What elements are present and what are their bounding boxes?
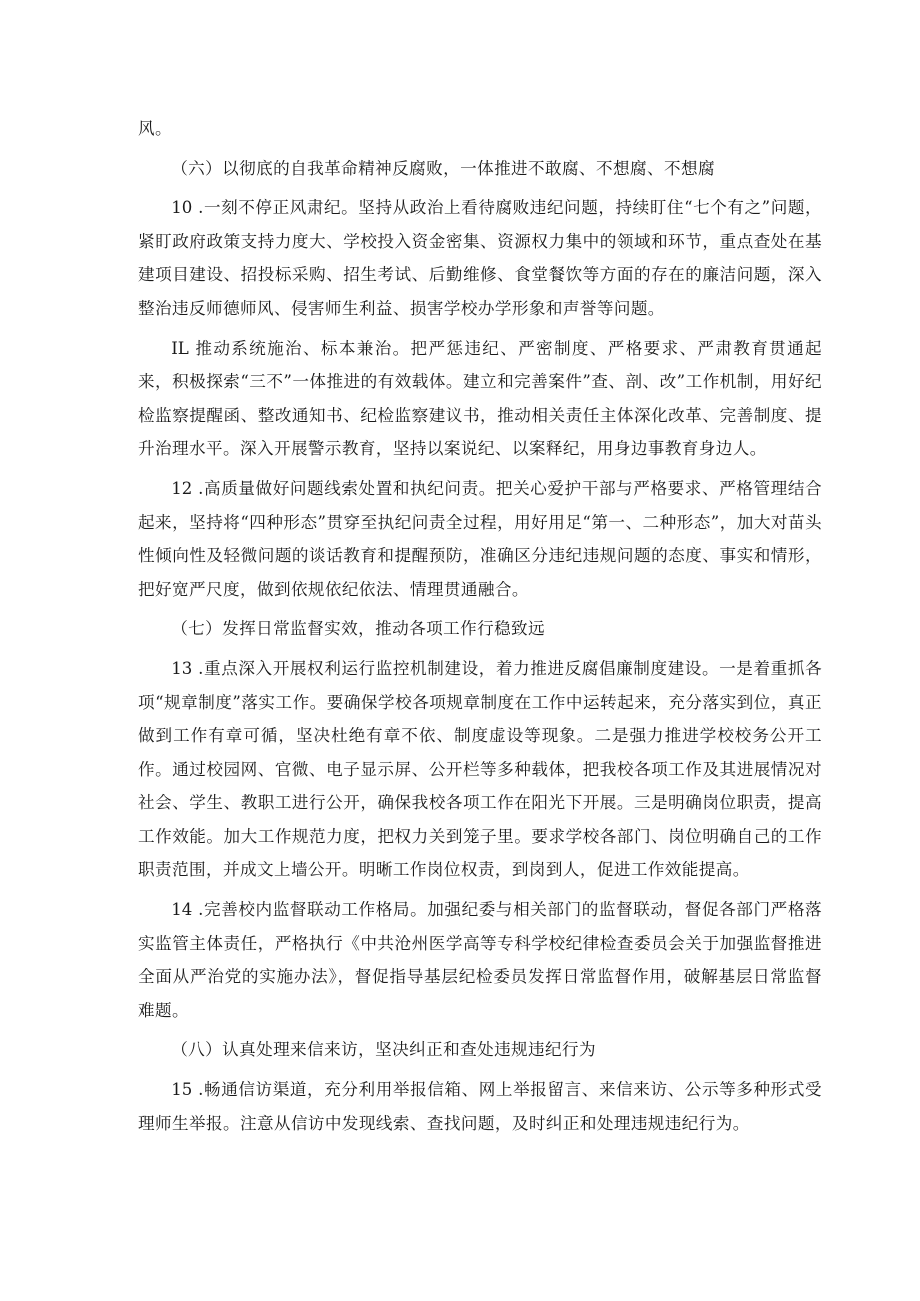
item-paragraph-15: 15 .畅通信访渠道，充分利用举报信箱、网上举报留言、来信来访、公示等多种形式受理师生举报。注意从信访中发现线索、查找问题，及时纠正和处理违规违纪行为。 [138,1080,822,1133]
item-paragraph-10: 10 .一刻不停正风肃纪。坚持从政治上看待腐败违纪问题，持续盯住“七个有之”问题，紧盯政府政策支持力度大、学校投入资金密集、资源权力集中的领域和环节，重点查处在基建项目建设、招投标采购、招生考试、后勤维修、食堂餐饮等方面的存在的廉洁问题，深入整治违反师德师风、侵害师生利益、损害学校办学形象和声誉等问题。 [138,198,823,318]
item-paragraph-14: 14 .完善校内监督联动工作格局。加强纪委与相关部门的监督联动，督促各部门严格落实监管主体责任，严格执行《中共沧州医学高等专科学校纪律检查委员会关于加强监督推进全面从严治党的实施办法》，督促指导基层纪检委员发挥日常监督作用，破解基层日常监督难题。 [138,900,822,1020]
section-heading-8: （八）认真处理来信来访，坚决纠正和查处违规违纪行为 [171,1040,597,1060]
item-number: 13 [171,658,193,678]
item-number: 12 [171,478,193,498]
section-heading-6: （六）以彻底的自我革命精神反腐败，一体推进不敢腐、不想腐、不想腐 [171,158,715,178]
item-paragraph-12: 12 .高质量做好问题线索处置和执纪问责。把关心爱护干部与严格要求、严格管理结合起来，坚持将“四种形态”贯穿至执纪问责全过程，用好用足“第一、二种形态”，加大对苗头性倾向性及轻微问题的谈话教育和提醒预防，准确区分违纪违规问题的态度、事实和情形，把好宽严尺度，做到依规依纪依法、情理贯通融合。 [138,478,822,599]
item-number: IL [171,338,189,358]
item-number: 10 [171,198,193,218]
section-heading-7: （七）发挥日常监督实效，推动各项工作行稳致远 [171,619,546,639]
paragraph-continuation: 风。 [138,119,172,138]
document-page [138,112,822,1146]
item-number: 14 [171,900,193,920]
item-paragraph-13: 13 .重点深入开展权利运行监控机制建设，着力推进反腐倡廉制度建设。一是着重抓各项“规章制度”落实工作。要确保学校各项规章制度在工作中运转起来，充分落实到位，真正做到工作有章可循，坚决杜绝有章不依、制度虚设等现象。二是强力推进学校校务公开工作。通过校园网、官微、电子显示屏、公开栏等多种载体，把我校各项工作及其进展情况对社会、学生、教职工进行公开，确保我校各项工作在阳光下开展。三是明确岗位职责，提高工作效能。加大工作规范力度，把权力关到笼子里。要求学校各部门、岗位明确自己的工作职责范围，并成文上墙公开。明晰工作岗位权责，到岗到人，促进工作效能提高。 [138,658,822,880]
item-number: 15 [171,1080,193,1100]
item-paragraph-11: IL 推动系统施治、标本兼治。把严惩违纪、严密制度、严格要求、严肃教育贯通起来，积极探索“三不”一体推进的有效载体。建立和完善案件”查、剖、改”工作机制，用好纪检监察提醒函、整改通知书、纪检监察建议书，推动相关责任主体深化改革、完善制度、提升治理水平。深入开展警示教育，坚持以案说纪、以案释纪，用身边事教育身边人。 [138,338,822,459]
